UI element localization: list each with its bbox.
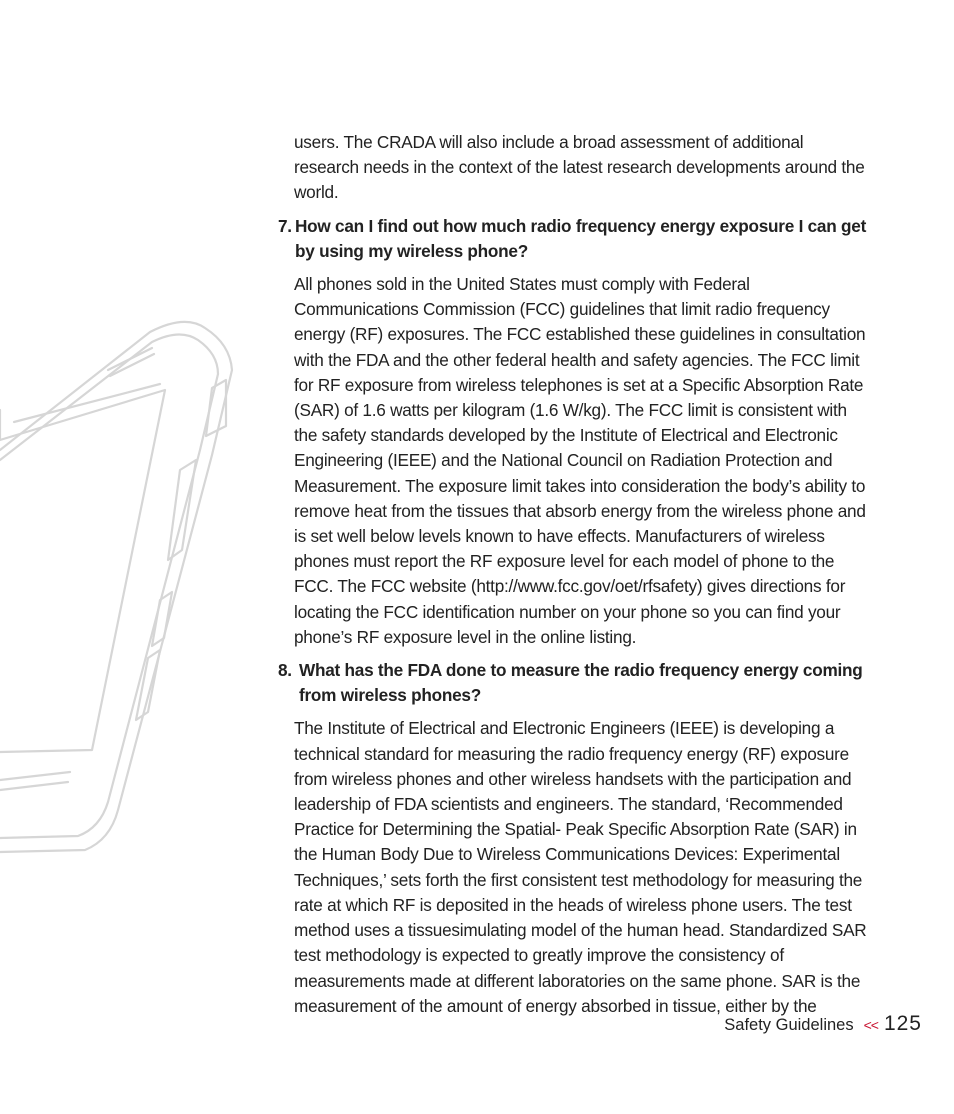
question-8-title: What has the FDA done to measure the radio frequency energy coming from wireless phones?: [299, 660, 863, 706]
page-footer: [724, 1012, 922, 1036]
page-number: 125: [883, 1012, 922, 1035]
document-body: [278, 130, 868, 1027]
section-label: Safety Guidelines: [724, 1016, 854, 1034]
question-7-title: How can I find out how much radio frequency energy exposure I can get by using my wireless phone?: [295, 215, 867, 261]
phone-illustration: [0, 310, 240, 870]
question-8-answer: The Institute of Electrical and Electronic Engineers (IEEE) is developing a technical standard for measuring the radio frequency energy (RF) exposure from wireless phones and other wireless handsets with the participation and leadership of FDA scientists and engineers. The standard, ‘Recommended Practice for Determining the Spatial- Peak Specific Absorption Rate (SAR) in the Human Body Due to Wireless Communications Devices: Experimental Techniques,’ sets forth the first consistent test methodology for measuring the rate at which RF is deposited in the heads of wireless phone users. The test method uses a tissuesimulating model of the human head. Standardized SAR test methodology is expected to greatly improve the consistency of measurements made at different laboratories on the same phone. SAR is the measurement of the amount of energy absorbed in tissue, either by the: [294, 718, 867, 1016]
question-7-number: 7.: [278, 215, 292, 236]
intro-paragraph: users. The CRADA will also include a broad assessment of additional research needs in the context of the latest research developments around the world.: [294, 132, 865, 203]
chevron-left-icon: <<: [863, 1017, 878, 1033]
question-8-number: 8.: [278, 660, 292, 681]
question-7-heading: [278, 214, 868, 264]
question-7-answer: All phones sold in the United States must comply with Federal Communications Commission (FCC) guidelines that limit radio frequency energy (RF) exposures. The FCC established these guidelines in consultation with the FDA and the other federal health and safety agencies. The FCC limit for RF exposure from wireless telephones is set at a Specific Absorption Rate (SAR) of 1.6 watts per kilogram (1.6 W/kg). The FCC limit is consistent with the safety standards developed by the Institute of Electrical and Electronic Engineering (IEEE) and the National Council on Radiation Protection and Measurement. The exposure limit takes into consideration the body’s ability to remove heat from the tissues that absorb energy from the wireless phone and is set well below levels known to have effects. Manufacturers of wireless phones must report the RF exposure level for each model of phone to the FCC. The FCC website (http://www.fcc.gov/oet/rfsafety) gives directions for locating the FCC identification number on your phone so you can find your phone’s RF exposure level in the online listing.: [294, 274, 866, 647]
question-8-heading: [278, 658, 868, 708]
